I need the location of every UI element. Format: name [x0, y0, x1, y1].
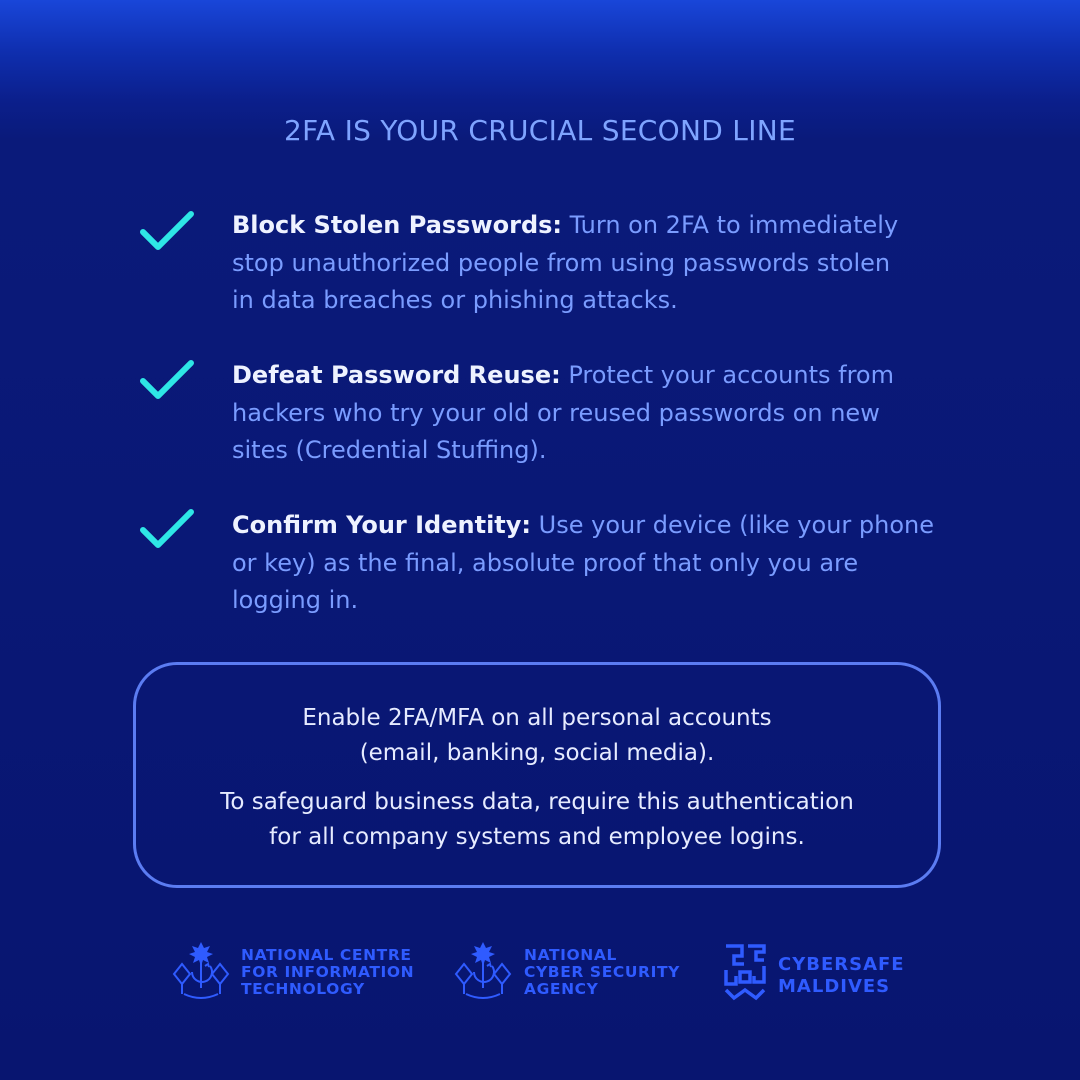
benefit-text: logging in.: [232, 586, 359, 614]
logo-line: NATIONAL CENTRE: [241, 946, 412, 964]
cybersafe-logo-text: [778, 954, 905, 998]
callout-paragraph-personal: [136, 701, 938, 771]
checkmark-icon: [138, 506, 196, 552]
benefit-text: Protect your accounts from: [560, 361, 894, 389]
ncsa-logo-text: [524, 947, 680, 998]
benefit-text: or key) as the final, absolute proof that only you are: [232, 548, 859, 577]
callout-line: (email, banking, social media).: [359, 740, 715, 766]
logo-line: CYBERSAFE: [778, 954, 905, 975]
logo-line: NATIONAL: [524, 946, 617, 964]
maldives-emblem-icon: [452, 938, 514, 1002]
benefit-item-defeat-password-reuse: [232, 357, 952, 470]
logo-line: CYBER SECURITY: [524, 963, 680, 981]
benefit-text: hackers who try your old or reused passwords on new: [232, 398, 880, 427]
benefit-text: stop unauthorized people from using passwords stolen: [232, 248, 891, 277]
callout-paragraph-business: [136, 785, 938, 855]
callout-line: for all company systems and employee logins.: [269, 824, 805, 850]
benefit-item-confirm-identity: [232, 507, 952, 620]
benefit-text: sites (Credential Stuffing).: [232, 436, 547, 464]
page-title: 2FA IS YOUR CRUCIAL SECOND LINE: [283, 114, 796, 147]
call-to-action-box: [133, 662, 941, 888]
maldives-emblem-icon: [170, 938, 232, 1002]
callout-line: Enable 2FA/MFA on all personal accounts: [302, 705, 772, 731]
logo-line: TECHNOLOGY: [241, 980, 365, 998]
benefit-text: Turn on 2FA to immediately: [562, 211, 899, 239]
logo-line: AGENCY: [524, 980, 599, 998]
logo-line: FOR INFORMATION: [241, 963, 415, 981]
ncit-logo-text: [241, 947, 414, 998]
cybersafe-shield-icon: [722, 942, 768, 1004]
logo-line: MALDIVES: [778, 976, 891, 997]
benefit-lead: Block Stolen Passwords:: [232, 211, 563, 239]
benefit-text: Use your device (like your phone: [531, 511, 934, 539]
benefit-item-block-stolen-passwords: [232, 207, 952, 320]
benefit-lead: Defeat Password Reuse:: [232, 361, 561, 389]
benefit-text: in data breaches or phishing attacks.: [232, 286, 678, 314]
benefit-lead: Confirm Your Identity:: [232, 511, 532, 539]
callout-line: To safeguard business data, require this authentication: [220, 789, 854, 815]
checkmark-icon: [138, 357, 196, 403]
checkmark-icon: [138, 208, 196, 254]
